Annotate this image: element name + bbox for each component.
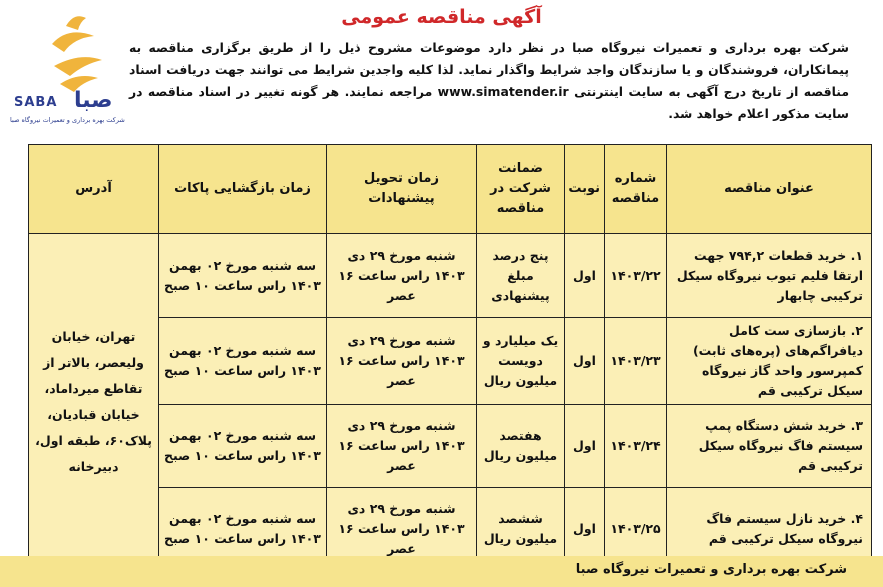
tender-table [28,144,872,571]
cell-opening: سه شنبه مورخ ۰۲ بهمن ۱۴۰۳ راس ساعت ۱۰ صبح [159,234,327,318]
cell-guarantee: ششصد میلیون ریال [477,488,565,571]
header-number: شماره مناقصه [605,145,667,234]
saba-logo [4,8,144,123]
cell-round: اول [565,234,605,318]
cell-subject: ۴. خرید نازل سیستم فاگ نیروگاه سیکل ترکیبی قم [667,488,872,571]
saba-logo-icon [4,8,144,98]
header-round: نوبت [565,145,605,234]
cell-number: ۱۴۰۳/۲۳ [605,318,667,405]
cell-opening: سه شنبه مورخ ۰۲ بهمن ۱۴۰۳ راس ساعت ۱۰ صبح [159,405,327,488]
cell-opening: سه شنبه مورخ ۰۲ بهمن ۱۴۰۳ راس ساعت ۱۰ صبح [159,488,327,571]
logo-text-fa: صبا [74,88,113,113]
header-opening: زمان بازگشایی پاکات [159,145,327,234]
header-submission: زمان تحویل پیشنهادات [327,145,477,234]
cell-guarantee: هفتصد میلیون ریال [477,405,565,488]
cell-guarantee: پنج درصد مبلغ پیشنهادی [477,234,565,318]
cell-round: اول [565,318,605,405]
header-address: آدرس [29,145,159,234]
cell-submission: شنبه مورخ ۲۹ دی ۱۴۰۳ راس ساعت ۱۶ عصر [327,234,477,318]
table-row [29,234,872,318]
cell-round: اول [565,405,605,488]
cell-subject: ۱. خرید قطعات ۷۹۴,۲ جهت ارتقا فلیم تیوب نیروگاه سیکل ترکیبی چابهار [667,234,872,318]
cell-submission: شنبه مورخ ۲۹ دی ۱۴۰۳ راس ساعت ۱۶ عصر [327,318,477,405]
cell-address: تهران، خیابان ولیعصر، بالاتر از تقاطع میرداماد، خیابان قبادیان، پلاک۶۰، طبقه اول، دبیرخانه [29,234,159,571]
logo-text-en: SABA [14,95,58,110]
table-header-row [29,145,872,234]
footer-bar [0,556,883,587]
notice-title: آگهی مناقصه عمومی [341,6,542,28]
cell-number: ۱۴۰۳/۲۴ [605,405,667,488]
footer-company-name: شرکت بهره برداری و تعمیرات نیروگاه صبا [575,562,847,577]
header-guarantee: ضمانت شرکت در مناقصه [477,145,565,234]
cell-guarantee: یک میلیارد و دویست میلیون ریال [477,318,565,405]
cell-subject: ۲. بازسازی ست کامل دیافراگم‌های (پره‌های ثابت) کمپرسور واحد گاز نیروگاه سیکل ترکیبی قم [667,318,872,405]
cell-number: ۱۴۰۳/۲۵ [605,488,667,571]
cell-opening: سه شنبه مورخ ۰۲ بهمن ۱۴۰۳ راس ساعت ۱۰ صبح [159,318,327,405]
cell-submission: شنبه مورخ ۲۹ دی ۱۴۰۳ راس ساعت ۱۶ عصر [327,405,477,488]
notice-intro: شرکت بهره برداری و تعمیرات نیروگاه صبا در نظر دارد موضوعات مشروح ذیل را از طریق برگزاری مناقصه به پیمانکاران، فروشندگان و یا سازندگان واجد شرایط واگذار نماید. لذا کلیه واجدین شرایط می توانند جهت دریافت اسناد مناقصه از تاریخ درج آگهی به سایت اینترنتی www.simatender.ir مراجعه نمایند. هر گونه تغییر در اسناد مناقصه در سایت مذکور اعلام خواهد شد. [129,40,849,121]
header-subject: عنوان مناقصه [667,145,872,234]
cell-number: ۱۴۰۳/۲۲ [605,234,667,318]
cell-submission: شنبه مورخ ۲۹ دی ۱۴۰۳ راس ساعت ۱۶ عصر [327,488,477,571]
cell-subject: ۳. خرید شش دستگاه پمپ سیستم فاگ نیروگاه سیکل ترکیبی قم [667,405,872,488]
logo-subtitle: شرکت بهره برداری و تعمیرات نیروگاه صبا [10,116,125,124]
cell-round: اول [565,488,605,571]
